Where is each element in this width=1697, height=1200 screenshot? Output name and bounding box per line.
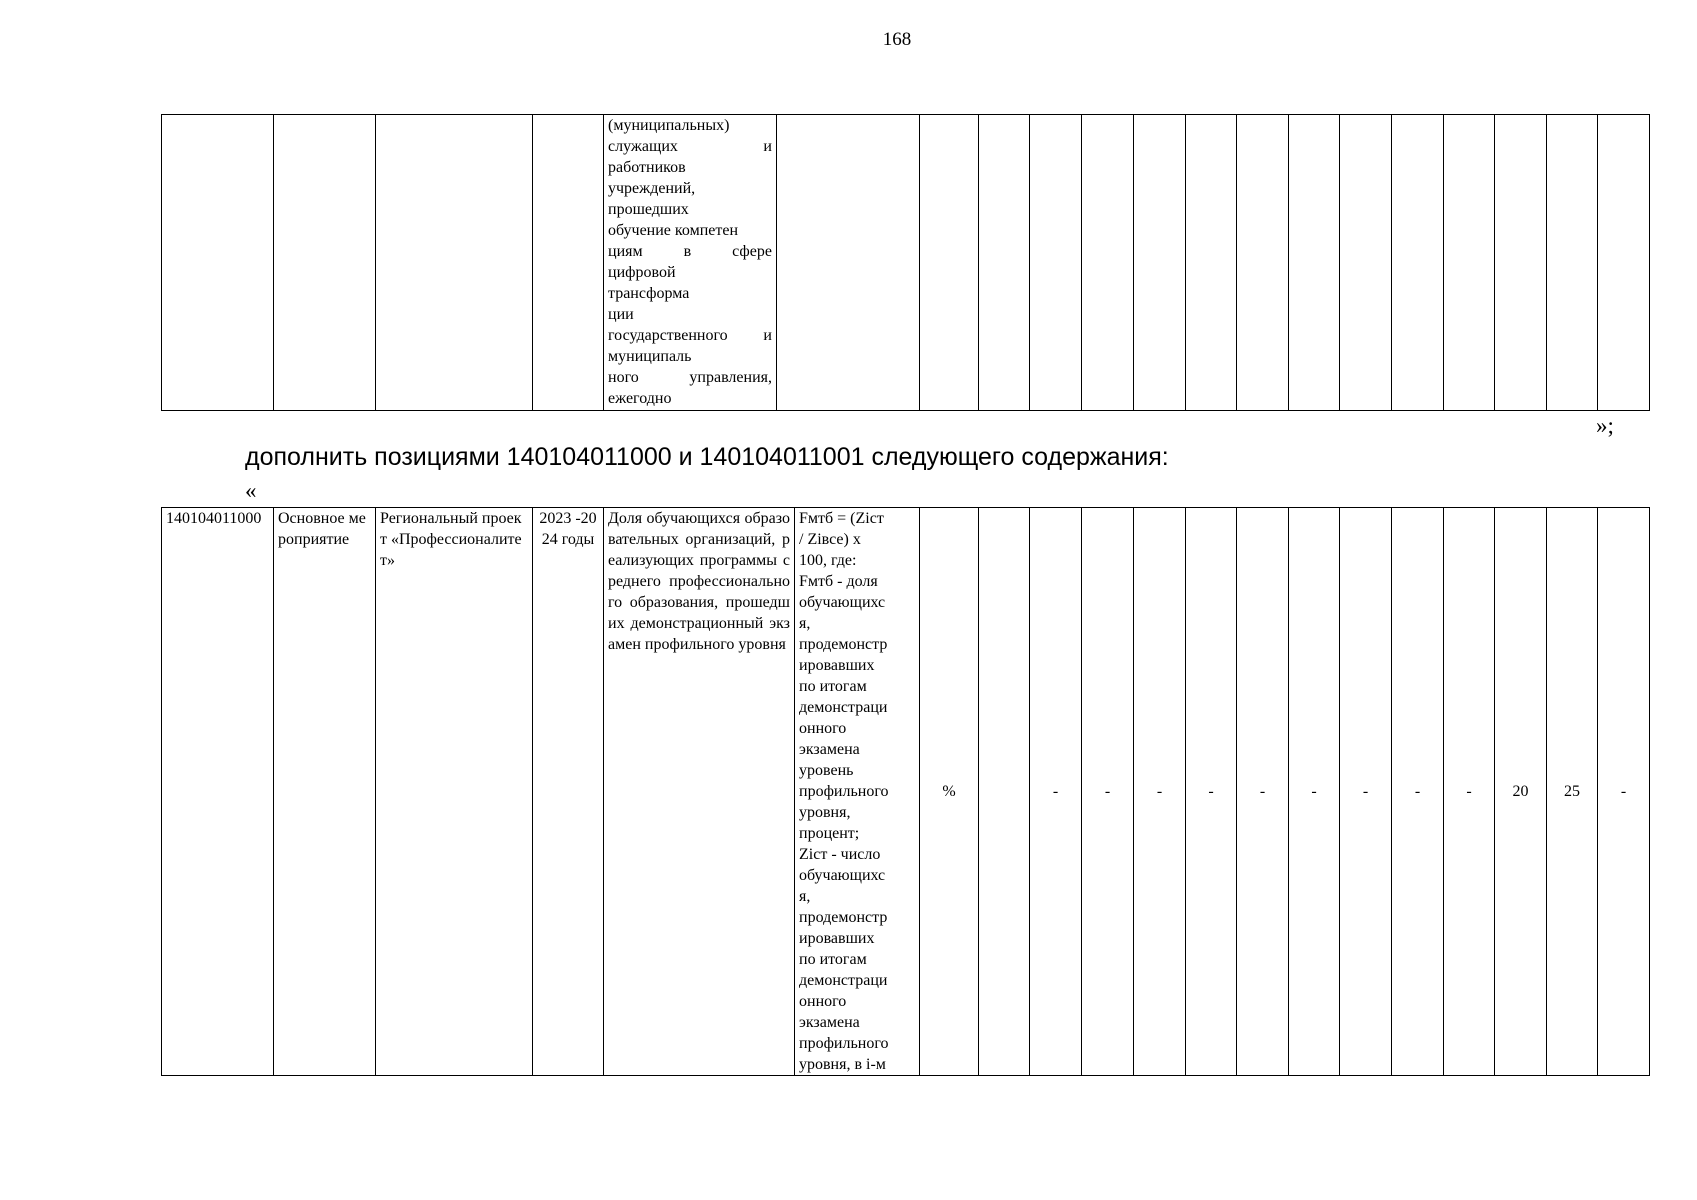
formula-line: онного bbox=[799, 720, 847, 737]
formula-line: процент; bbox=[799, 825, 860, 842]
formula-line: по итогам bbox=[799, 678, 867, 695]
cell-formula bbox=[777, 115, 920, 411]
indicator-line: обучение компетен bbox=[608, 222, 739, 239]
cell-value bbox=[1134, 115, 1186, 411]
indicator-line: трансформа bbox=[608, 285, 690, 302]
cell-value: - bbox=[1598, 508, 1650, 1076]
amendment-text: дополнить позициями 140104011000 и 140104011001 следующего содержания: bbox=[245, 443, 1169, 471]
indicator-line: муниципаль bbox=[608, 348, 692, 365]
cell-value: 20 bbox=[1495, 508, 1547, 1076]
formula-line: обучающихс bbox=[799, 867, 886, 884]
table-row bbox=[162, 508, 1650, 1076]
cell-value bbox=[1598, 115, 1650, 411]
indicator-line: цифровой bbox=[608, 264, 676, 281]
formula-line: я, bbox=[799, 888, 811, 905]
indicator-line: государственного и bbox=[608, 327, 772, 344]
cell-value bbox=[1082, 115, 1134, 411]
indicator-line: прошедших bbox=[608, 201, 689, 218]
cell-unit bbox=[920, 115, 979, 411]
cell-value bbox=[979, 115, 1030, 411]
closing-quote: »; bbox=[1596, 413, 1614, 438]
cell-value bbox=[1495, 115, 1547, 411]
formula-line: профильного bbox=[799, 783, 889, 800]
formula-line: / Ziвсе) x bbox=[799, 531, 861, 548]
cell-indicator: Доля обучающихся образовательных организаций, реализующих программы среднего профессионального образования, прошедших демонстрационный экзамен профильного уровня bbox=[604, 508, 795, 1076]
cell-value bbox=[1444, 115, 1495, 411]
cell-value bbox=[1186, 115, 1237, 411]
indicator-line: служащих и bbox=[608, 138, 772, 155]
formula-line: демонстраци bbox=[799, 699, 888, 716]
formula-line: экзамена bbox=[799, 741, 860, 758]
indicator-line: ежегодно bbox=[608, 390, 672, 407]
formula-line: ировавших bbox=[799, 657, 875, 674]
formula-line: по итогам bbox=[799, 951, 867, 968]
cell-value: - bbox=[1082, 508, 1134, 1076]
table-row bbox=[162, 115, 1650, 411]
cell-code bbox=[162, 115, 274, 411]
formula-line: я, bbox=[799, 615, 811, 632]
formula-line: 100, где: bbox=[799, 552, 857, 569]
page-number: 168 bbox=[882, 29, 912, 50]
formula-line: экзамена bbox=[799, 1014, 860, 1031]
cell-type bbox=[274, 115, 376, 411]
indicator-line: работников bbox=[608, 159, 686, 176]
cell-period bbox=[533, 115, 604, 411]
formula-line: Fмтб = (Zicт bbox=[799, 510, 884, 527]
indicator-line: ного управления, bbox=[608, 369, 772, 386]
cell-period: 2023 -2024 годы bbox=[533, 508, 604, 1076]
cell-value: - bbox=[1237, 508, 1289, 1076]
formula-line: уровень bbox=[799, 762, 854, 779]
formula-line: продемонстр bbox=[799, 636, 888, 653]
cell-value: - bbox=[1444, 508, 1495, 1076]
formula-line: Zicт - число bbox=[799, 846, 881, 863]
formula-line: обучающихс bbox=[799, 594, 886, 611]
formula-line: Fмтб - доля bbox=[799, 573, 878, 590]
indicator-line: ции bbox=[608, 306, 634, 323]
cell-unit: % bbox=[920, 508, 979, 1076]
cell-value: - bbox=[1340, 508, 1392, 1076]
continued-table bbox=[161, 114, 1650, 411]
opening-quote: « bbox=[245, 478, 257, 503]
cell-value bbox=[1289, 115, 1340, 411]
cell-value bbox=[1392, 115, 1444, 411]
cell-type: Основное мероприятие bbox=[274, 508, 376, 1076]
formula-line: профильного bbox=[799, 1035, 889, 1052]
indicator-line: учреждений, bbox=[608, 180, 696, 197]
cell-value bbox=[1030, 115, 1082, 411]
cell-name: Региональный проект «Профессионалитет» bbox=[376, 508, 533, 1076]
cell-name bbox=[376, 115, 533, 411]
indicator-line: циям в сфере bbox=[608, 243, 772, 260]
cell-value bbox=[979, 508, 1030, 1076]
formula-line: ировавших bbox=[799, 930, 875, 947]
cell-code: 140104011000 bbox=[162, 508, 274, 1076]
cell-value: - bbox=[1289, 508, 1340, 1076]
formula-line: уровня, bbox=[799, 804, 851, 821]
cell-indicator bbox=[604, 115, 777, 411]
formula-line: продемонстр bbox=[799, 909, 888, 926]
formula-line: демонстраци bbox=[799, 972, 888, 989]
formula-line: онного bbox=[799, 993, 847, 1010]
cell-value: - bbox=[1186, 508, 1237, 1076]
cell-value: - bbox=[1392, 508, 1444, 1076]
cell-value: - bbox=[1134, 508, 1186, 1076]
indicator-line: (муниципальных) bbox=[608, 117, 730, 134]
cell-value bbox=[1547, 115, 1598, 411]
cell-value bbox=[1340, 115, 1392, 411]
cell-value: 25 bbox=[1547, 508, 1598, 1076]
formula-line: уровня, в i-м bbox=[799, 1056, 886, 1073]
cell-formula bbox=[795, 508, 920, 1076]
cell-value: - bbox=[1030, 508, 1082, 1076]
added-positions-table bbox=[161, 507, 1650, 1076]
cell-value bbox=[1237, 115, 1289, 411]
